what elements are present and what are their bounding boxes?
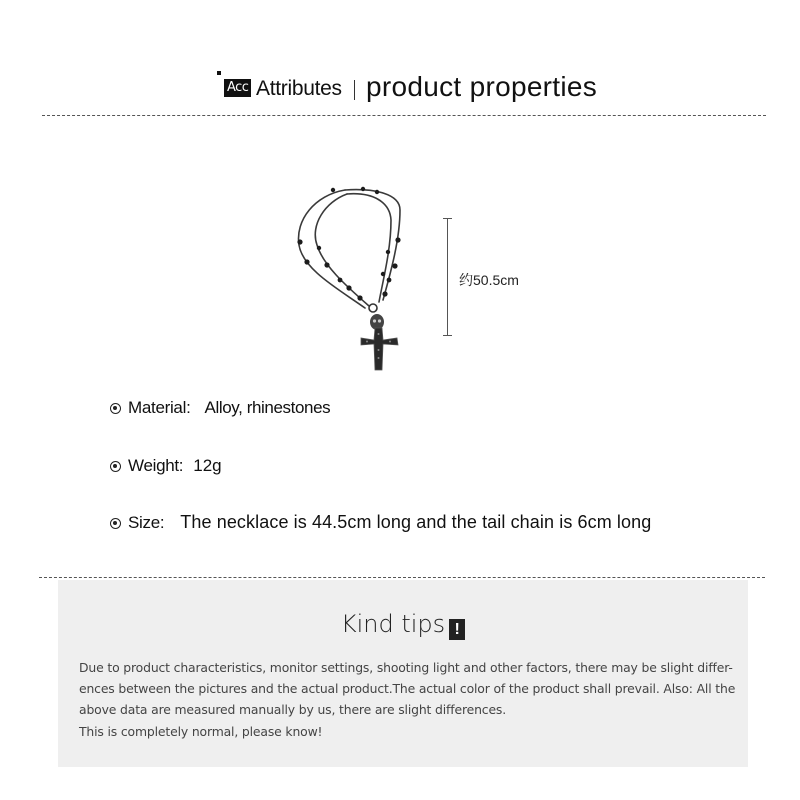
dashed-divider-top (42, 115, 766, 116)
header-dot-decoration (217, 71, 221, 75)
tips-line: This is completely normal, please know! (79, 723, 323, 739)
property-label: Material: (128, 398, 191, 417)
size-indicator-label: 约50.5cm (459, 272, 519, 288)
cross-pendant-necklace-photo (285, 180, 425, 375)
property-weight (110, 456, 222, 476)
page-title: product properties (366, 71, 598, 102)
tips-line: ences between the pictures and the actual product.The actual color of the product shall prevail. Also: All the (79, 681, 736, 697)
exclamation-mark-icon: ! (449, 619, 465, 640)
property-label: Size: (128, 513, 165, 532)
header-attributes-title: Attributes (256, 77, 342, 100)
size-indicator-cap-bottom (443, 335, 452, 336)
bullet-icon (110, 461, 121, 472)
property-label: Weight: (128, 456, 184, 475)
property-value: Alloy, rhinestones (204, 398, 331, 417)
bullet-icon (110, 518, 121, 529)
bullet-icon (110, 403, 121, 414)
tips-line: above data are measured manually by us, there are slight differences. (79, 702, 507, 718)
kind-tips-panel (58, 580, 748, 767)
property-size (110, 512, 651, 533)
header-separator (354, 80, 355, 100)
property-value: The necklace is 44.5cm long and the tail chain is 6cm long (180, 512, 652, 532)
kind-tips-text (79, 657, 734, 742)
header-tag: Acc (224, 79, 251, 97)
tips-line: Due to product characteristics, monitor settings, shooting light and other factors, there may be slight differ- (79, 660, 733, 675)
kind-tips-title: Kind tips (340, 610, 446, 638)
size-indicator-line (447, 218, 448, 336)
property-value: 12g (193, 456, 222, 475)
dashed-divider-bottom (39, 577, 765, 578)
property-material (110, 398, 330, 418)
kind-tips-heading (58, 610, 748, 640)
